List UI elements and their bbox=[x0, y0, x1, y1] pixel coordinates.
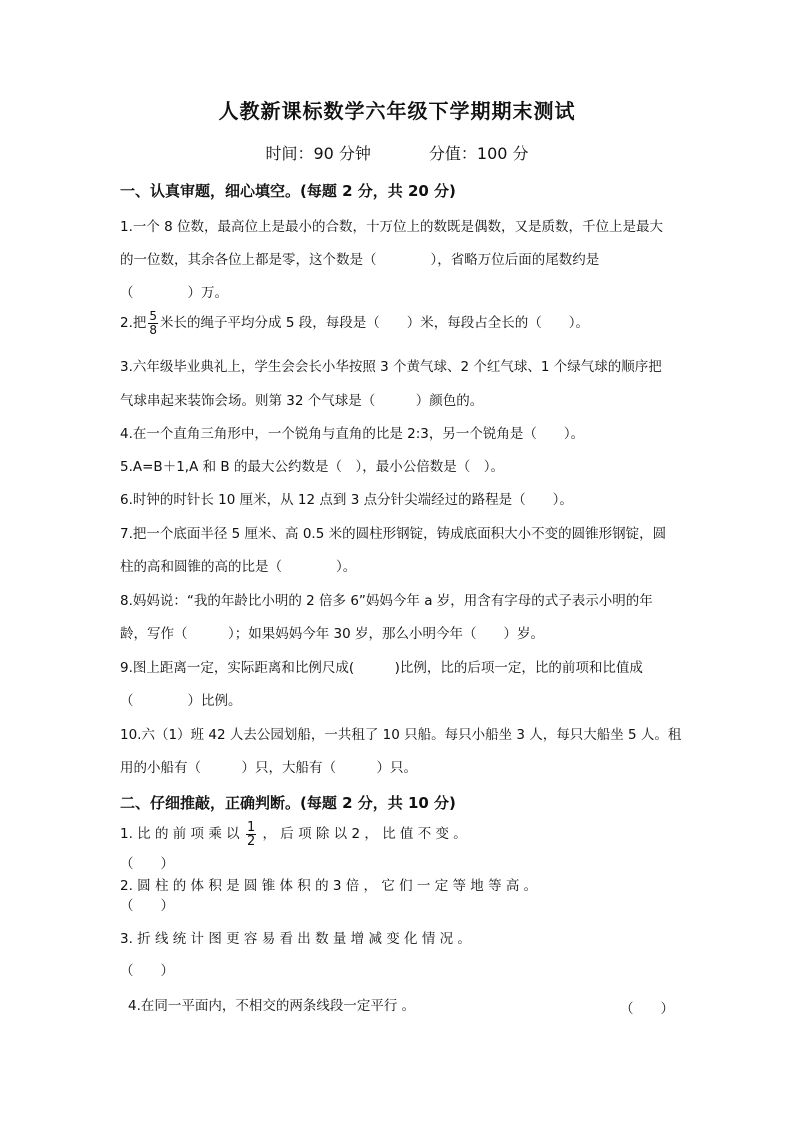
total-score: 分值：100 分 bbox=[428, 144, 529, 163]
question-7-line-1: 7.把一个底面半径 5 厘米、高 0.5 米的圆柱形钢锭，铸成底面积大小不变的圆锥形钢锭，圆 bbox=[120, 526, 667, 542]
question-9-line-1: 9.图上距离一定，实际距离和比例尺成( )比例，比的后项一定，比的前项和比值成 bbox=[120, 660, 643, 676]
question-1-line-1: 1.一个 8 位数，最高位上是最小的合数，十万位上的数既是偶数，又是质数，千位上是最大 bbox=[120, 219, 664, 235]
exam-info bbox=[0, 141, 794, 164]
judgment-1-answer-blank: （ ） bbox=[120, 856, 174, 872]
judgment-4: 4.在同一平面内，不相交的两条线段一定平行 。 bbox=[128, 998, 416, 1014]
question-3-line-1: 3.六年级毕业典礼上，学生会会长小华按照 3 个黄气球、2 个红气球、1 个绿气球的顺序把 bbox=[120, 359, 662, 375]
question-6: 6.时钟的时针长 10 厘米，从 12 点到 3 点分针尖端经过的路程是（ ）。 bbox=[120, 492, 573, 508]
page-title: 人教新课标数学六年级下学期期末测试 bbox=[218, 99, 576, 123]
question-2: 2.把 $\frac{5}{8}$ 米长的绳子平均分成 5 段，每段是（ ）米，每段占全长的（ ）。 bbox=[120, 308, 589, 337]
section-heading-fill-in: 一、认真审题，细心填空。(每题 2 分，共 20 分) bbox=[120, 182, 456, 200]
fraction-one-half: $\frac{1}{2}$ bbox=[246, 819, 256, 849]
time-limit: 时间：90 分钟 bbox=[265, 144, 371, 163]
question-1-line-2: 的一位数，其余各位上都是零，这个数是（ ），省略万位后面的尾数约是 bbox=[120, 252, 600, 268]
judgment-2: 2. 圆 柱 的 体 积 是 圆 锥 体 积 的 3 倍 ， 它 们 一 定 等 地 等 高 。 bbox=[120, 878, 538, 894]
judgment-3-answer-blank: （ ） bbox=[120, 963, 174, 979]
judgment-1: 1. 比 的 前 项 乘 以 $\frac{1}{2}$ ， 后 项 除 以 2 ， 比 值 不 变 。 bbox=[120, 819, 467, 849]
question-4: 4.在一个直角三角形中，一个锐角与直角的比是 2:3，另一个锐角是（ ）。 bbox=[120, 426, 585, 442]
question-8-line-1: 8.妈妈说：“我的年龄比小明的 2 倍多 6”妈妈今年 a 岁，用含有字母的式子表示小明的年 bbox=[120, 593, 653, 609]
question-5: 5.A=B＋1,A 和 B 的最大公约数是（ ），最小公倍数是（ ）。 bbox=[120, 459, 504, 475]
question-10-line-1: 10.六（1）班 42 人去公园划船，一共租了 10 只船。每只小船坐 3 人，每只大船坐 5 人。租 bbox=[120, 727, 682, 743]
question-7-line-2: 柱的高和圆锥的高的比是（ ）。 bbox=[120, 559, 357, 575]
question-8-line-2: 龄，写作（ ）；如果妈妈今年 30 岁，那么小明今年（ ）岁。 bbox=[120, 626, 545, 642]
question-3-line-2: 气球串起来装饰会场。则第 32 个气球是（ ）颜色的。 bbox=[120, 393, 484, 409]
fraction-five-eighths: $\frac{5}{8}$ bbox=[149, 308, 158, 337]
section-heading-true-false: 二、仔细推敲，正确判断。(每题 2 分，共 10 分) bbox=[120, 794, 456, 812]
judgment-2-answer-blank: （ ） bbox=[120, 898, 174, 914]
judgment-4-answer-blank: （ ） bbox=[620, 1001, 674, 1017]
question-10-line-2: 用的小船有（ ）只，大船有（ ）只。 bbox=[120, 760, 417, 776]
question-1-line-3: （ ）万。 bbox=[120, 285, 228, 301]
question-9-line-2: （ ）比例。 bbox=[120, 693, 242, 709]
judgment-3: 3. 折 线 统 计 图 更 容 易 看 出 数 量 增 减 变 化 情 况 。 bbox=[120, 931, 471, 947]
